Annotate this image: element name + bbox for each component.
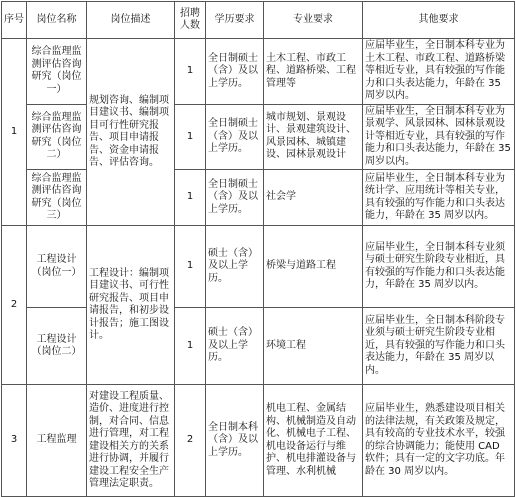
education-requirement: 全日制硕士（含）及以上学历。 <box>206 39 264 105</box>
group-number-3: 3 <box>2 385 27 497</box>
major-requirement: 土木工程、市政工程、道路桥梁、工程管理等 <box>264 39 363 105</box>
header-position-description: 岗位描述 <box>87 2 175 39</box>
recruitment-table <box>1 1 515 497</box>
other-requirement: 应届毕业生，熟悉建设项目相关的法律法规，有关政策及规定，具有较高的专业技术水平，较强的综合协调能力；能使用 CAD 软件；具有一定的文字功底。年龄在 30 周岁以内。 <box>363 385 515 497</box>
headcount: 1 <box>175 308 206 385</box>
major-requirement: 机电工程、金属结构、机械制造及自动化、机械电子工程、机电设备运行与维护、机电排灌设备与管理、水利机械 <box>264 385 363 497</box>
education-requirement: 全日制本科（含）及以上学历。 <box>206 385 264 497</box>
headcount: 2 <box>175 385 206 497</box>
headcount: 1 <box>175 226 206 308</box>
education-requirement: 全日制硕士（含）及以上学历。 <box>206 104 264 170</box>
position-description-group-3: 对建设工程质量、造价、进度进行控制，对合同、信息进行管理，对工程建设相关方的关系进行协调，并履行建设工程安全生产管理法定职责。 <box>87 385 175 497</box>
major-requirement: 社会学 <box>264 170 363 226</box>
table-row <box>2 385 515 497</box>
position-name: 工程监理 <box>27 385 87 497</box>
position-name: 综合监理监测评估咨询研究（岗位二） <box>27 104 87 170</box>
header-headcount: 招聘人数 <box>175 2 206 39</box>
major-requirement: 桥梁与道路工程 <box>264 226 363 308</box>
table-row <box>2 170 515 226</box>
header-other-requirements: 其他要求 <box>363 2 515 39</box>
other-requirement: 应届毕业生，全日制本科专业须与硕士研究生阶段专业相近，具有较强的写作能力和口头表达能力，年龄在 35 周岁以内。 <box>363 226 515 308</box>
table-row <box>2 226 515 308</box>
education-requirement: 硕士（含）及以上学历。 <box>206 308 264 385</box>
header-row <box>2 2 515 39</box>
header-no: 序号 <box>2 2 27 39</box>
major-requirement: 城市规划、景观设计、景观建筑设计、风景园林、城镇建设、园林景观设计 <box>264 104 363 170</box>
position-name: 综合监理监测评估咨询研究（岗位一） <box>27 39 87 105</box>
education-requirement: 全日制硕士（含）及以上学历。 <box>206 170 264 226</box>
table-row <box>2 104 515 170</box>
position-name: 工程设计（岗位一） <box>27 226 87 308</box>
other-requirement: 应届毕业生，全日制本科专业为统计学、应用统计等相关专业，具有较强的写作能力和口头表达能力，年龄在 35 周岁以内。 <box>363 170 515 226</box>
other-requirement: 应届毕业生，全日制本科阶段专业须与硕士研究生阶段专业相近，具有较强的写作能力和口头表达能力，年龄在 35 周岁以内。 <box>363 308 515 385</box>
header-major: 专业要求 <box>264 2 363 39</box>
other-requirement: 应届毕业生，全日制本科专业为土木工程、市政工程、道路桥梁等相近专业，具有较强的写作能力和口头表达能力，年龄在 35 周岁以内。 <box>363 39 515 105</box>
position-description-group-2: 工程设计：编制项目建议书、可行性研究报告、项目申请报告，和初步设计报告；施工图设计。 <box>87 226 175 385</box>
headcount: 1 <box>175 170 206 226</box>
header-position-name: 岗位名称 <box>27 2 87 39</box>
position-name: 工程设计（岗位二） <box>27 308 87 385</box>
header-education: 学历要求 <box>206 2 264 39</box>
other-requirement: 应届毕业生，全日制本科专业为景观学、风景园林、园林景观设计等相近专业，具有较强的写作能力和口头表达能力，年龄在 35 周岁以内。 <box>363 104 515 170</box>
group-number-1: 1 <box>2 39 27 226</box>
table-row <box>2 308 515 385</box>
table-row <box>2 39 515 105</box>
education-requirement: 硕士（含）及以上学历。 <box>206 226 264 308</box>
group-number-2: 2 <box>2 226 27 385</box>
headcount: 1 <box>175 104 206 170</box>
position-description-group-1: 规划咨询、编制项目建议书、编制项目可行性研究报告、项目申请报告、资金申请报告、评估咨询。 <box>87 39 175 226</box>
position-name: 综合监理监测评估咨询研究（岗位三） <box>27 170 87 226</box>
headcount: 1 <box>175 39 206 105</box>
major-requirement: 环境工程 <box>264 308 363 385</box>
